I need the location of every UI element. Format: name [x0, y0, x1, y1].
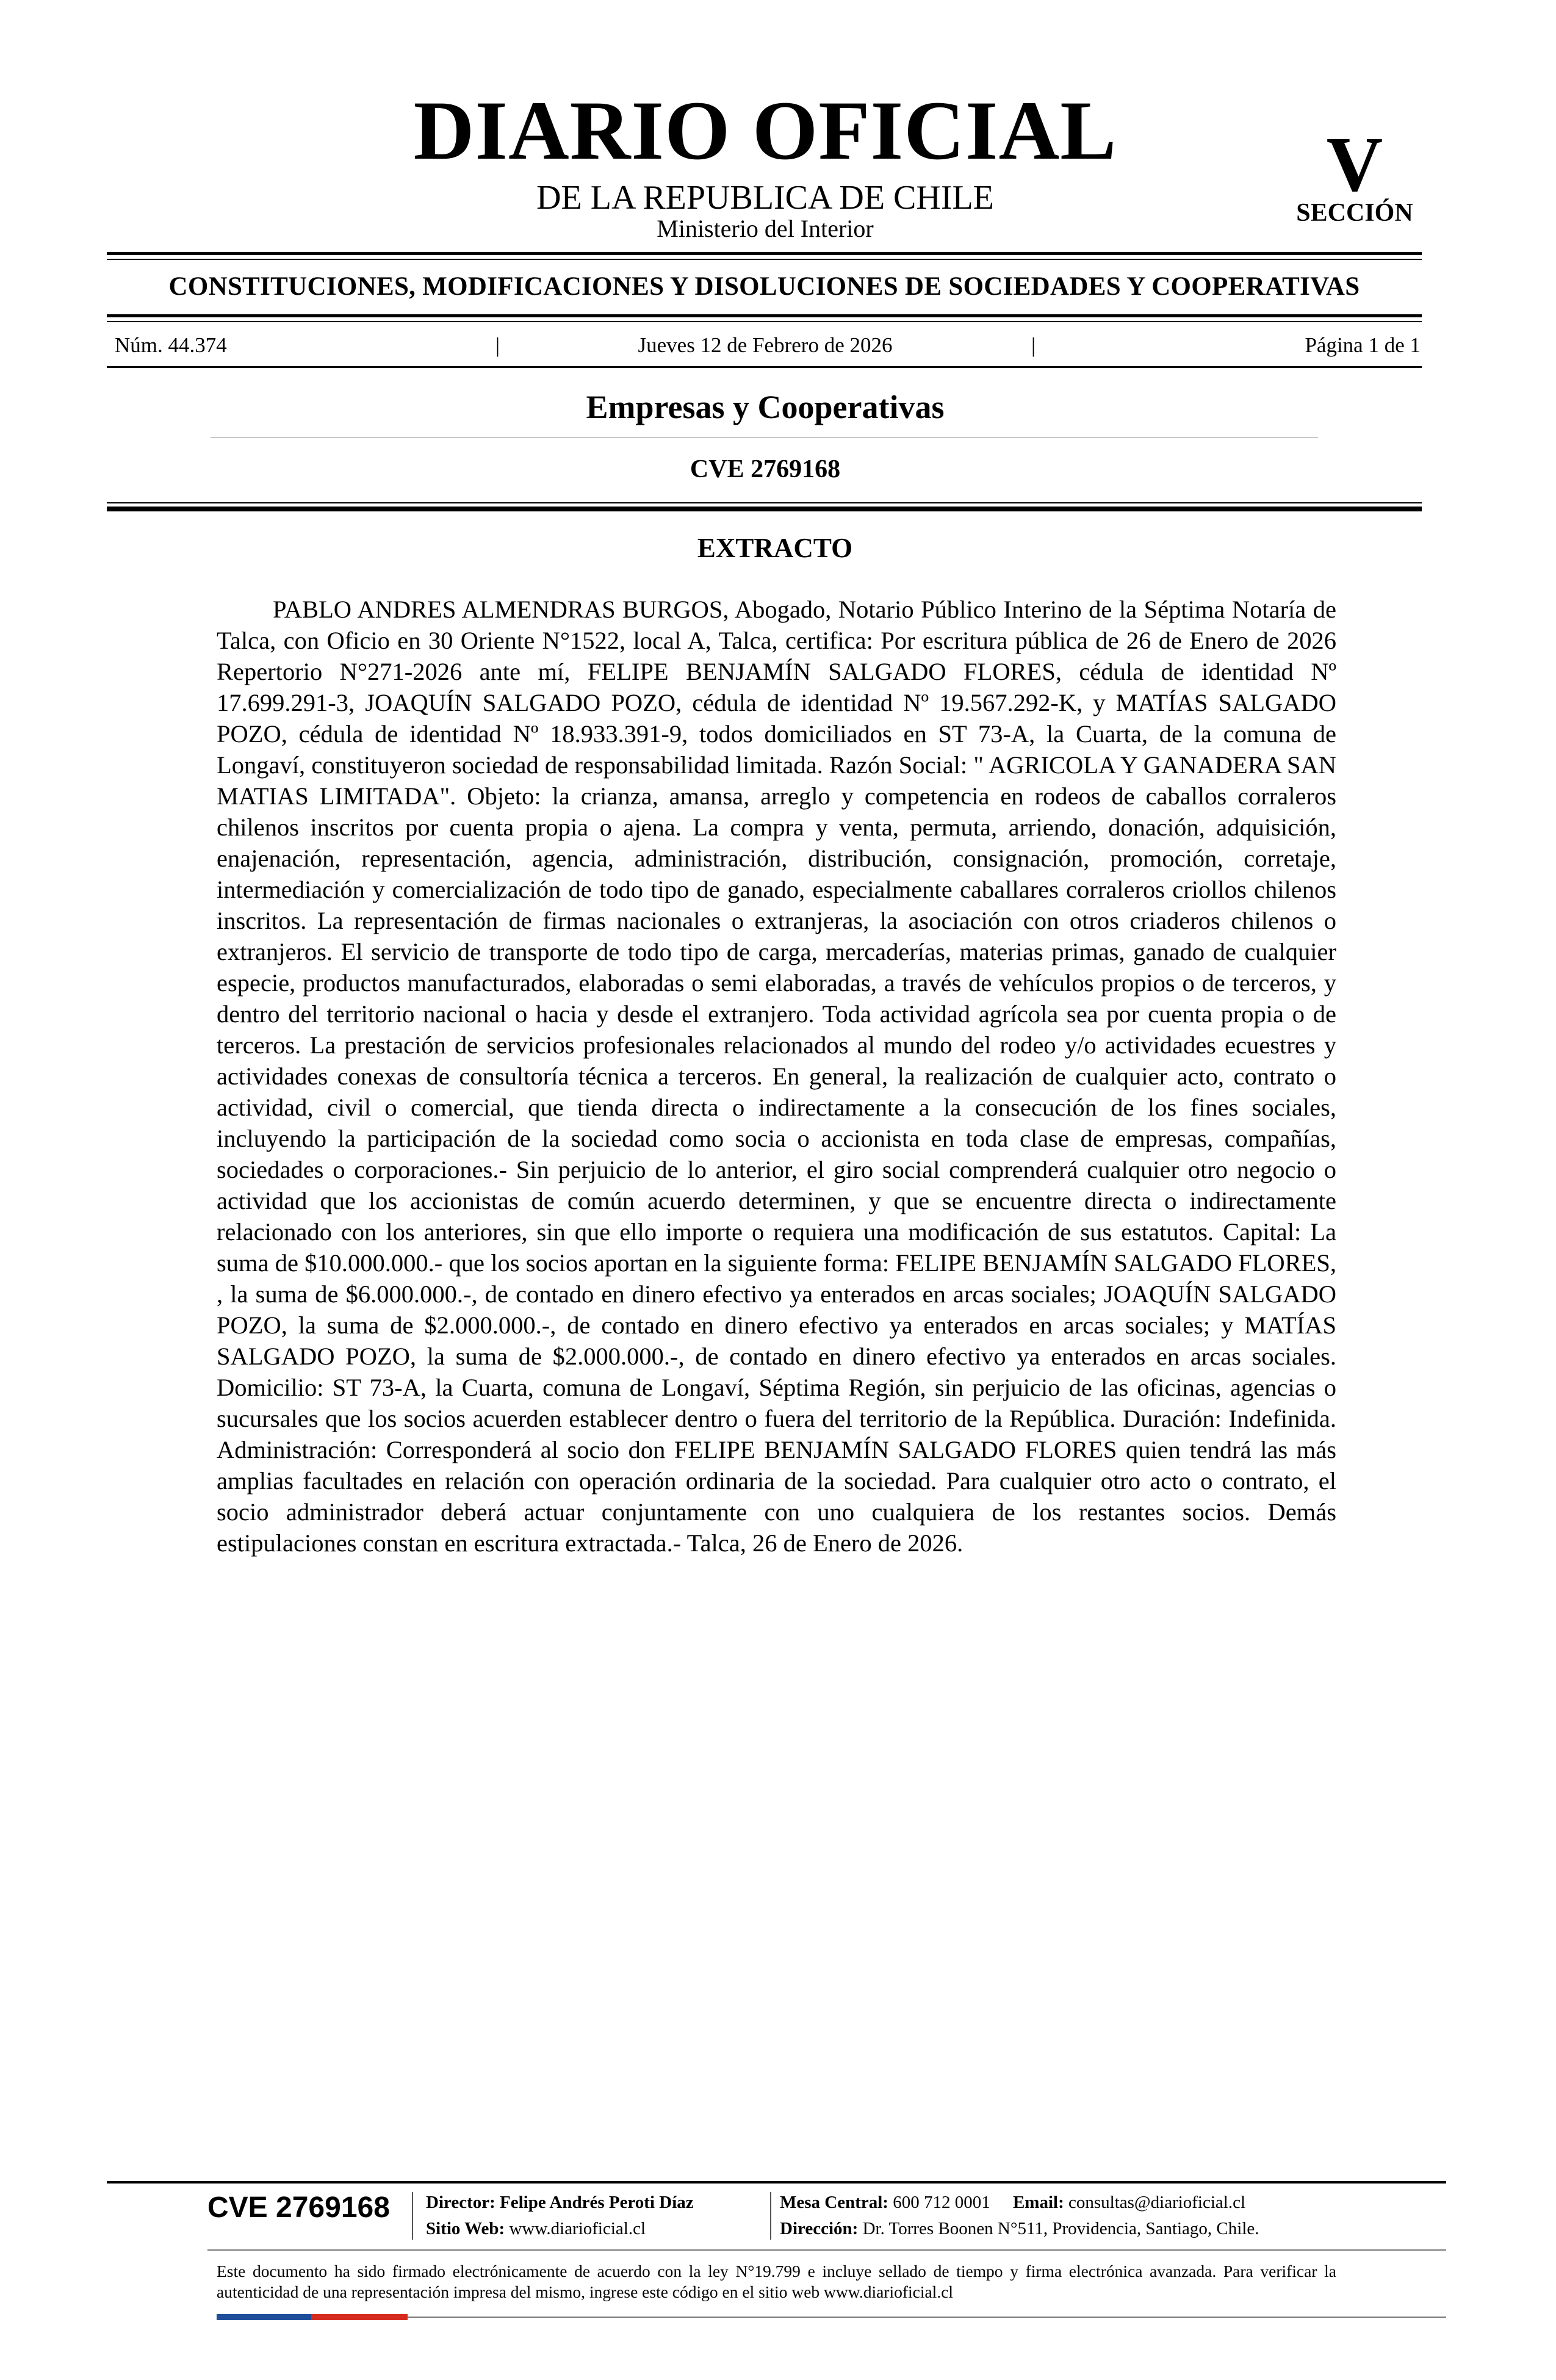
cve-rule-thick — [107, 507, 1422, 511]
extract-body: PABLO ANDRES ALMENDRAS BURGOS, Abogado, Notario Público Interino de la Séptima Notaría de Talca, con Oficio en 30 Oriente N°1522, local A, Talca, certifica: Por escritura pública de 26 de Enero de 2026 Repertorio N°271-2026 ante mí, FELIPE BENJAMÍN SALGADO FLORES, cédula de identidad Nº 17.699.291-3, JOAQUÍN SALGADO POZO, cédula de identidad Nº 19.567.292-K, y MATÍAS SALGADO POZO, cédula de identidad Nº 18.933.391-9, todos domiciliados en ST 73-A, la Cuarta, de la comuna de Longaví, constituyeron sociedad de responsabilidad limitada. Razón Social: " AGRICOLA Y GANADERA SAN MATIAS LIMITADA". Objeto: la crianza, amansa, arreglo y competencia en rodeos de caballos corraleros chilenos inscritos por cuenta propia o ajena. La compra y venta, permuta, arriendo, donación, adquisición, enajenación, representación, agencia, administración, distribución, consignación, promoción, corretaje, intermediación y comercialización de todo tipo de ganado, especialmente caballares corraleros criollos chilenos inscritos. La representación de firmas nacionales o extranjeras, la asociación con otros criaderos chilenos o extranjeros. El servicio de transporte de todo tipo de carga, mercaderías, materias primas, ganado de cualquier especie, productos manufacturados, elaboradas o semi elaboradas, a través de vehículos propios o de terceros, y dentro del territorio nacional o hacia y desde el extranjero. Toda actividad agrícola sea por cuenta propia o de terceros. La prestación de servicios profesionales relacionados al mundo del rodeo y/o actividades ecuestres y actividades conexas de consultoría técnica a terceros. En general, la realización de cualquier acto, contrato o actividad, civil o comercial, que tienda directa o indirectamente a la consecución de los fines sociales, incluyendo la participación de la sociedad como socia o accionista en toda clase de empresas, compañías, sociedades o corporaciones.- Sin perjuicio de lo anterior, el giro social comprenderá cualquier otro negocio o actividad que los accionistas de común acuerdo determinen, y que se encuentre directa o indirectamente relacionado con los anteriores, sin que ello importe o requiera una modificación de sus estatutos. Capital: La suma de $10.000.000.- que los socios aportan en la siguiente forma: FELIPE BENJAMÍN SALGADO FLORES, , la suma de $6.000.000.-, de contado en dinero efectivo ya enterados en arcas sociales; JOAQUÍN SALGADO POZO, la suma de $2.000.000.-, de contado en dinero efectivo ya enterados en arcas sociales; y MATÍAS SALGADO POZO, la suma de $2.000.000.-, de contado en dinero efectivo ya enterados en arcas sociales. Domicilio: ST 73-A, la Cuarta, comuna de Longaví, Séptima Región, sin perjuicio de las oficinas, agencias o sucursales que los socios acuerden establecer dentro o fuera del territorio de la República. Duración: Indefinida. Administración: Corresponderá al socio don FELIPE BENJAMÍN SALGADO FLORES quien tendrá las más amplias facultades en relación con operación ordinaria de la sociedad. Para cualquier otro acto o contrato, el socio administrador deberá actuar conjuntamente con uno cualquiera de los restantes socios. Demás estipulaciones constan en escritura extractada.- Talca, 26 de Enero de 2026. — [217, 596, 1336, 1557]
category-rule-thin — [107, 321, 1422, 322]
extract-title: EXTRACTO — [697, 533, 853, 563]
issue-separator: | — [1031, 333, 1036, 357]
section-heading: Empresas y Cooperativas — [586, 389, 945, 425]
masthead-title: DIARIO OFICIAL — [413, 84, 1117, 177]
footer-signature-notice: Este documento ha sido firmado electrónicamente de acuerdo con la ley N°19.799 e incluye sellado de tiempo y firma electrónica avanzada. Para verificar la autenticidad de una representación impresa del mismo, ingrese este código en el sitio web www.diarioficial.cl — [217, 2262, 1336, 2301]
issue-rule — [107, 366, 1422, 368]
section-letter: V — [1326, 121, 1383, 207]
footer-rule-mid — [207, 2249, 1446, 2251]
footer-divider — [770, 2192, 771, 2240]
footer-divider — [412, 2192, 413, 2240]
category-rule-thick — [107, 314, 1422, 317]
footer-address — [780, 2220, 1259, 2238]
footer-cve: CVE 2769168 — [207, 2191, 390, 2224]
issue-separator: | — [495, 333, 500, 357]
header-rule-top-thin — [107, 259, 1422, 260]
footer-email-link[interactable]: consultas@diarioficial.cl — [1068, 2193, 1246, 2212]
footer-address-value: Dr. Torres Boonen N°511, Providencia, Santiago, Chile. — [862, 2219, 1259, 2238]
footer-website — [426, 2220, 646, 2238]
section-heading-underline — [211, 437, 1318, 438]
issue-date: Jueves 12 de Febrero de 2026 — [638, 333, 893, 357]
header-rule-top-thick — [107, 252, 1422, 255]
category-title: CONSTITUCIONES, MODIFICACIONES Y DISOLUCIONES DE SOCIEDADES Y COOPERATIVAS — [168, 272, 1360, 301]
footer-web-link[interactable]: www.diarioficial.cl — [509, 2219, 646, 2238]
footer-web-label: Sitio Web: — [426, 2219, 505, 2238]
cve-heading: CVE 2769168 — [690, 455, 841, 483]
issue-page: Página 1 de 1 — [1305, 333, 1421, 357]
cve-rule-thin — [107, 502, 1422, 503]
section-label: SECCIÓN — [1296, 199, 1413, 227]
flag-stripe-red — [311, 2314, 408, 2320]
issue-number: Núm. 44.374 — [115, 333, 227, 357]
footer-rule-bottom — [408, 2317, 1446, 2318]
masthead-ministry: Ministerio del Interior — [657, 215, 874, 242]
masthead-subtitle: DE LA REPUBLICA DE CHILE — [536, 179, 994, 217]
footer-director-label: Director: — [426, 2193, 495, 2212]
footer-address-label: Dirección: — [780, 2219, 859, 2238]
footer-email-label: Email: — [1012, 2193, 1064, 2212]
footer-phone-label: Mesa Central: — [780, 2193, 888, 2212]
footer-contact — [780, 2194, 1245, 2212]
footer-rule-top — [107, 2181, 1446, 2183]
footer-director — [426, 2194, 694, 2212]
flag-stripe-blue — [217, 2314, 311, 2320]
footer-phone-value: 600 712 0001 — [893, 2193, 990, 2212]
footer-director-name: Felipe Andrés Peroti Díaz — [500, 2193, 694, 2212]
